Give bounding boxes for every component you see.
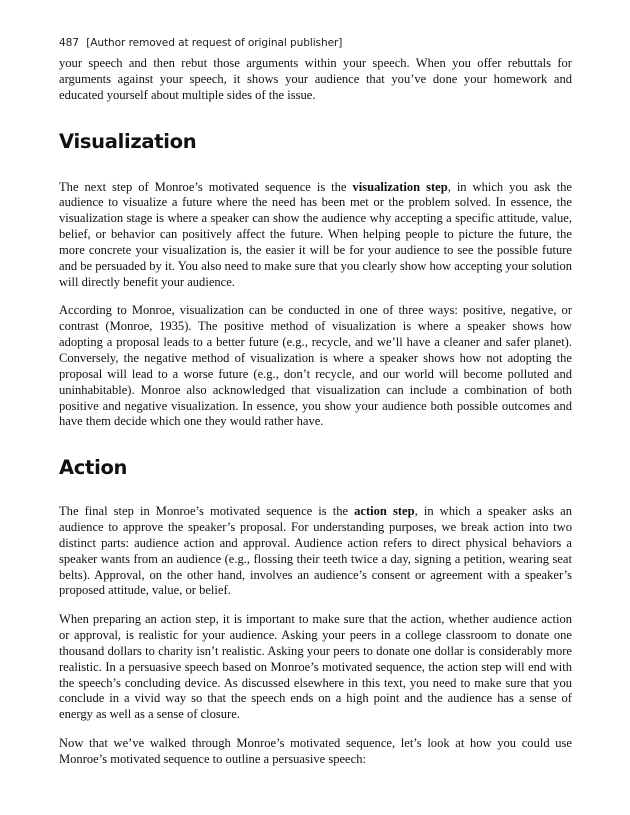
visualization-step-term: visualization step bbox=[352, 179, 448, 194]
action-paragraph-2: When preparing an action step, it is important to make sure that the action, whether audience action or approval, is realistic for your audience. Asking your peers in a college classroom to donate one thousand dollars to charity isn’t realistic. Asking your peers to donate one dollar is considerably more realistic. In a persuasive speech based on Monroe’s motivated sequence, the action step will end with the speech’s concluding device. As discussed elsewhere in this text, you need to make sure that you conclude in a vivid way so that the speech ends on a high point and the audience has a sense of energy as well as a sense of closure. bbox=[59, 612, 572, 722]
action-paragraph-3: Now that we’ve walked through Monroe’s motivated sequence, let’s look at how you could use Monroe’s motivated sequence to outline a persuasive speech: bbox=[59, 736, 572, 766]
visualization-paragraph-1: The next step of Monroe’s motivated sequence is the visualization step, in which you ask the audience to visualize a future where the need has been met or the problem solved. In essence, the visualization stage is where a speaker can show the audience why accepting a specific attitude, value, belief, or behavior can positively affect the future. When helping people to picture the future, the more concrete your visualization is, the easier it will be for your audience to see the possible future and be persuaded by it. You also need to make sure that you clearly show how accepting your solution will directly benefit your audience. bbox=[59, 179, 573, 289]
page-number: 487 bbox=[59, 37, 79, 49]
intro-paragraph: your speech and then rebut those arguments within your speech. When you offer rebuttals for arguments against your speech, it shows your audience that you’ve done your homework and educated yourself about multiple sides of the issue. bbox=[59, 56, 572, 102]
page-content bbox=[59, 56, 572, 768]
action-step-term: action step bbox=[354, 504, 415, 519]
visualization-paragraph-2: According to Monroe, visualization can be conducted in one of three ways: positive, negative, or contrast (Monroe, 1935). The positive method of visualization is where a speaker shows how adopting a proposal leads to a better future (e.g., recycle, and we’ll have a cleaner and safer planet). Conversely, the negative method of visualization is where a speaker shows how not adopting the proposal will lead to a worse future (e.g., don’t recycle, and our world will become polluted and uninhabitable). Monroe also acknowledged that visualization can include a combination of both positive and negative visualization. In essence, you show your audience both possible outcomes and have them decide which one they would rather have. bbox=[59, 303, 572, 429]
author-note: [Author removed at request of original publisher] bbox=[86, 37, 343, 49]
action-paragraph-1: The final step in Monroe’s motivated sequence is the action step, in which a speaker asks an audience to approve the speaker’s proposal. For understanding purposes, we break action into two distinct parts: audience action and approval. Audience action refers to direct physical behaviors a speaker wants from an audience (e.g., flossing their teeth twice a day, signing a petition, wearing seat belts). Approval, on the other hand, involves an audience’s consent or agreement with a speaker’s proposed attitude, value, or belief. bbox=[59, 504, 572, 598]
visualization-heading: Visualization bbox=[59, 129, 197, 153]
action-heading: Action bbox=[59, 456, 128, 480]
running-header bbox=[59, 37, 342, 49]
